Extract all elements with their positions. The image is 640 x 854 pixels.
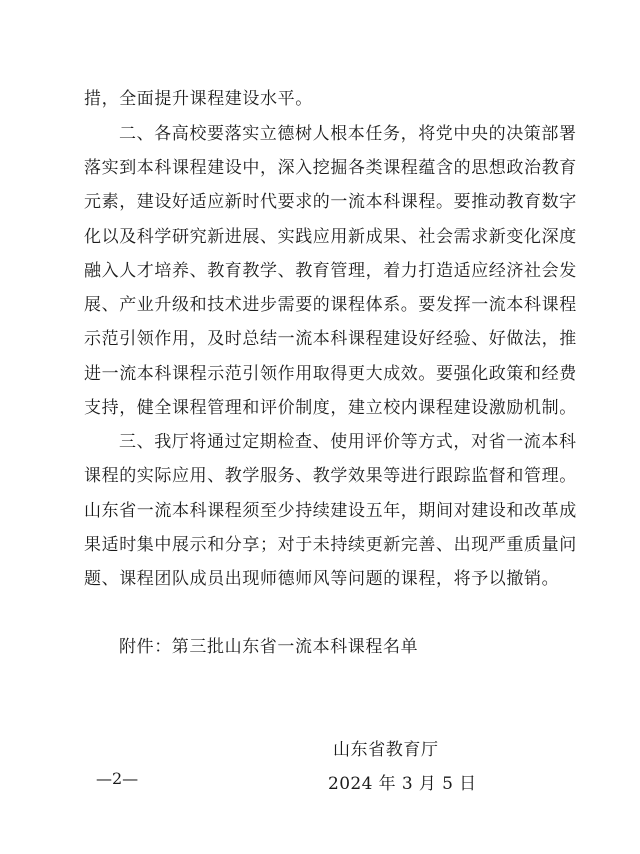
paragraph-line: 展、产业升级和技术进步需要的课程体系。要发挥一流本科课程 [84, 295, 577, 315]
paragraph-line: 化以及科学研究新进展、实践应用新成果、社会需求新变化深度 [84, 227, 577, 247]
paragraph-line: 支持，健全课程管理和评价制度，建立校内课程建设激励机制。 [84, 398, 577, 418]
paragraph-line: 元素，建设好适应新时代要求的一流本科课程。要推动教育数字 [84, 192, 577, 212]
paragraph-line: 措，全面提升课程建设水平。 [84, 89, 313, 109]
paragraph-line: 示范引领作用，及时总结一流本科课程建设好经验、好做法，推 [84, 329, 577, 349]
paragraph-line: 三、我厅将通过定期检查、使用评价等方式，对省一流本科 [119, 432, 577, 452]
paragraph-line: 进一流本科课程示范引领作用取得更大成效。要强化政策和经费 [84, 364, 577, 384]
attachment-note: 附件：第三批山东省一流本科课程名单 [119, 637, 419, 657]
paragraph-line: 题、课程团队成员出现师德师风等问题的课程，将予以撤销。 [84, 569, 560, 589]
page-number: —2— [96, 769, 139, 788]
paragraph-line: 二、各高校要落实立德树人根本任务，将党中央的决策部署 [119, 124, 577, 144]
issuing-authority: 山东省教育厅 [333, 740, 439, 760]
issue-date: 2024 年 3 月 5 日 [328, 774, 477, 794]
paragraph-line: 山东省一流本科课程须至少持续建设五年，期间对建设和改革成 [84, 501, 577, 521]
paragraph-line: 果适时集中展示和分享；对于未持续更新完善、出现严重质量问 [84, 535, 577, 555]
paragraph-line: 落实到本科课程建设中，深入挖掘各类课程蕴含的思想政治教育 [84, 158, 577, 178]
paragraph-line: 融入人才培养、教育教学、教育管理，着力打造适应经济社会发 [84, 261, 577, 281]
paragraph-line: 课程的实际应用、教学服务、教学效果等进行跟踪监督和管理。 [84, 466, 577, 486]
